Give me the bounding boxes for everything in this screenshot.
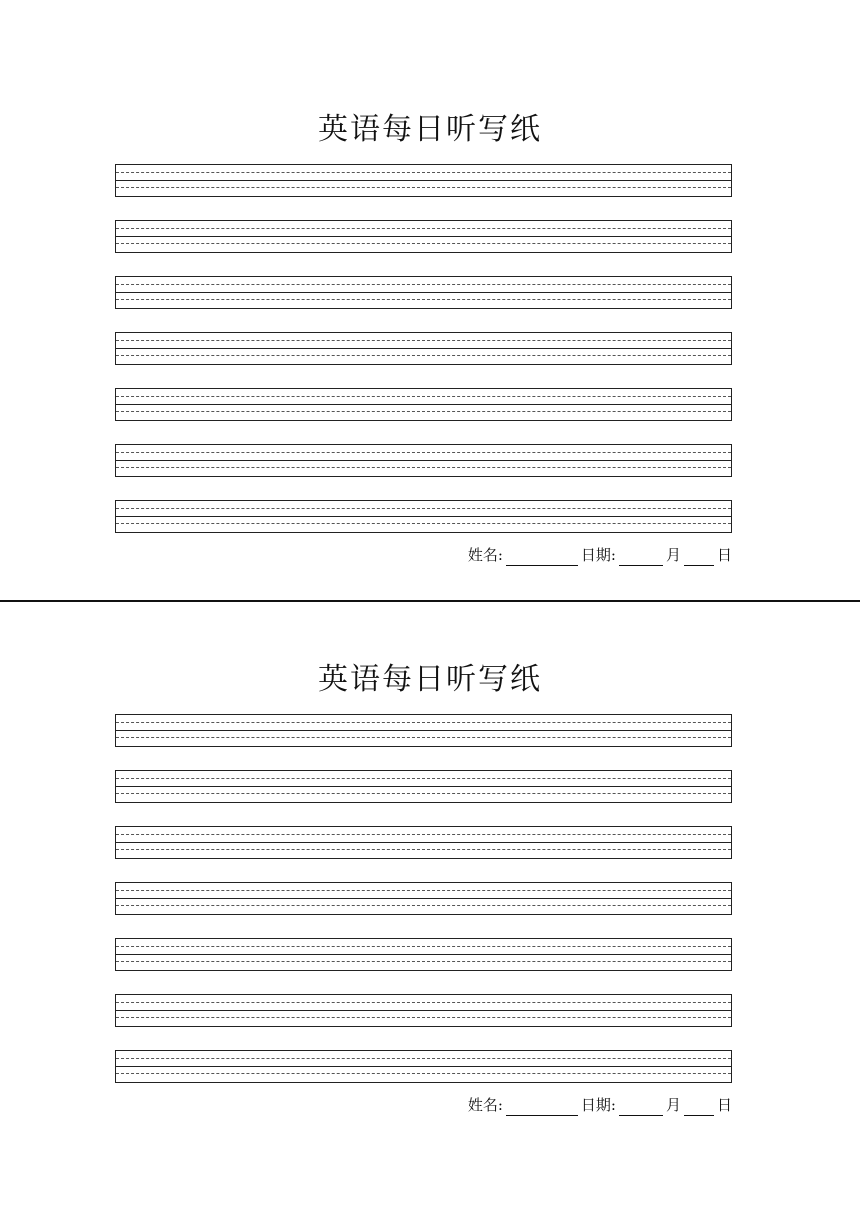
writing-row[interactable] (115, 220, 732, 253)
writing-row[interactable] (115, 882, 732, 915)
writing-row[interactable] (115, 500, 732, 533)
guide-line (116, 396, 731, 397)
guide-line (116, 404, 731, 405)
guide-line (116, 508, 731, 509)
day-label: 日 (716, 1096, 732, 1114)
writing-row[interactable] (115, 826, 732, 859)
guide-line (116, 849, 731, 850)
guide-line (116, 516, 731, 517)
guide-line (116, 842, 731, 843)
guide-line (116, 954, 731, 955)
guide-line (116, 284, 731, 285)
guide-line (116, 737, 731, 738)
writing-rows (115, 714, 732, 1106)
guide-line (116, 1017, 731, 1018)
writing-row[interactable] (115, 276, 732, 309)
guide-line (116, 460, 731, 461)
writing-row[interactable] (115, 714, 732, 747)
month-label: 月 (665, 1096, 681, 1114)
guide-line (116, 292, 731, 293)
guide-line (116, 786, 731, 787)
day-label: 日 (716, 546, 732, 564)
writing-row[interactable] (115, 332, 732, 365)
date-label: 日期: (580, 1096, 616, 1114)
guide-line (116, 778, 731, 779)
cut-line-divider (0, 600, 860, 602)
month-blank[interactable] (619, 547, 663, 566)
name-label: 姓名: (467, 1096, 503, 1114)
date-label: 日期: (580, 546, 616, 564)
guide-line (116, 730, 731, 731)
guide-line (116, 228, 731, 229)
guide-line (116, 898, 731, 899)
writing-row[interactable] (115, 938, 732, 971)
month-label: 月 (665, 546, 681, 564)
guide-line (116, 467, 731, 468)
writing-row[interactable] (115, 444, 732, 477)
sheet-footer (468, 544, 732, 566)
guide-line (116, 1010, 731, 1011)
guide-line (116, 452, 731, 453)
guide-line (116, 187, 731, 188)
guide-line (116, 355, 731, 356)
guide-line (116, 1066, 731, 1067)
name-label: 姓名: (467, 546, 503, 564)
guide-line (116, 180, 731, 181)
guide-line (116, 1073, 731, 1074)
guide-line (116, 348, 731, 349)
writing-row[interactable] (115, 994, 732, 1027)
month-blank[interactable] (619, 1097, 663, 1116)
sheet-title: 英语每日听写纸 (318, 662, 542, 697)
guide-line (116, 1058, 731, 1059)
guide-line (116, 905, 731, 906)
guide-line (116, 236, 731, 237)
guide-line (116, 172, 731, 173)
name-blank[interactable] (506, 1097, 578, 1116)
writing-row[interactable] (115, 388, 732, 421)
guide-line (116, 411, 731, 412)
guide-line (116, 299, 731, 300)
guide-line (116, 722, 731, 723)
guide-line (116, 946, 731, 947)
sheet-title: 英语每日听写纸 (318, 112, 542, 147)
day-blank[interactable] (684, 1097, 714, 1116)
guide-line (116, 961, 731, 962)
guide-line (116, 340, 731, 341)
guide-line (116, 890, 731, 891)
guide-line (116, 523, 731, 524)
day-blank[interactable] (684, 547, 714, 566)
writing-row[interactable] (115, 1050, 732, 1083)
guide-line (116, 834, 731, 835)
guide-line (116, 1002, 731, 1003)
writing-rows (115, 164, 732, 556)
guide-line (116, 793, 731, 794)
guide-line (116, 243, 731, 244)
writing-row[interactable] (115, 164, 732, 197)
writing-row[interactable] (115, 770, 732, 803)
name-blank[interactable] (506, 547, 578, 566)
sheet-footer (468, 1094, 732, 1116)
